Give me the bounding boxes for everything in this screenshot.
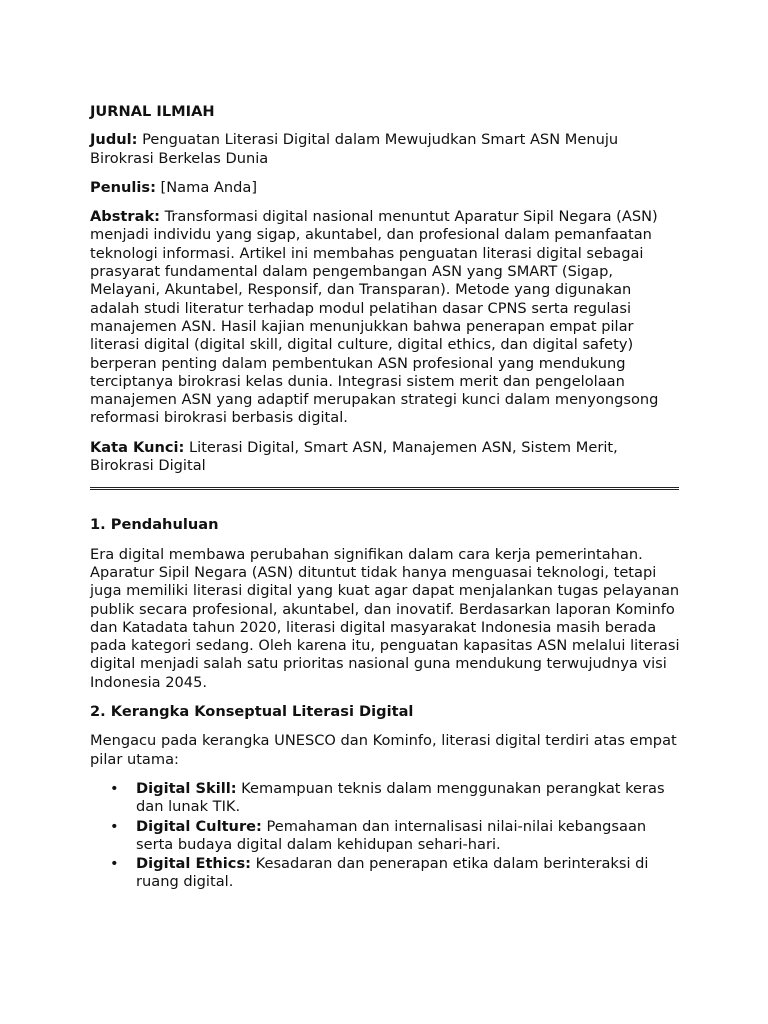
document-page — [90, 103, 680, 893]
bullet-icon: • — [110, 855, 119, 873]
journal-title: JURNAL ILMIAH — [90, 103, 215, 120]
judul-label: Judul: — [90, 131, 138, 149]
section-divider — [90, 487, 679, 490]
pillar-text: Pemahaman dan internalisasi nilai-nilai kebangsaan serta budaya digital dalam kehidupan sehari-hari. — [136, 817, 647, 853]
list-item — [90, 855, 680, 892]
kata-kunci-line — [90, 439, 680, 476]
pillar-text: Kesadaran dan penerapan etika dalam berinteraksi di ruang digital. — [136, 855, 649, 891]
pillar-label: Digital Ethics: — [136, 855, 251, 873]
pendahuluan-paragraph: Era digital membawa perubahan signifikan dalam cara kerja pemerintahan. Aparatur Sipil Negara (ASN) dituntut tidak hanya menguasai teknologi, tetapi juga memiliki literasi digital yang kuat agar dapat menjalankan tugas pelayanan publik secara profesional, akuntabel, dan inovatif. Berdasarkan laporan Kominfo dan Katadata tahun 2020, literasi digital masyarakat Indonesia masih berada pada kategori sedang. Oleh karena itu, penguatan kapasitas ASN melalui literasi digital menjadi salah satu prioritas nasional guna mendukung terwujudnya visi Indonesia 2045. — [90, 545, 680, 691]
bullet-icon: • — [110, 779, 119, 797]
pillar-label: Digital Skill: — [136, 779, 237, 797]
penulis-line — [90, 179, 680, 197]
kata-kunci-value: Literasi Digital, Smart ASN, Manajemen ASN, Sistem Merit, Birokrasi Digital — [90, 438, 618, 475]
pillar-list — [90, 780, 680, 892]
abstrak-text: Transformasi digital nasional menuntut Aparatur Sipil Negara (ASN) menjadi individu yang sigap, akuntabel, dan profesional dalam pemanfaatan teknologi informasi. Artikel ini membahas penguatan literasi digital sebagai prasyarat fundamental dalam pengembangan ASN yang SMART (Sigap, Melayani, Akuntabel, Responsif, dan Transparan). Metode yang digunakan adalah studi literatur terhadap modul pelatihan dasar CPNS serta regulasi manajemen ASN. Hasil kajian menunjukkan bahwa penerapan empat pilar literasi digital (digital skill, digital culture, digital ethics, dan digital safety) berperan penting dalam pembentukan ASN profesional yang mendukung terciptanya birokrasi kelas dunia. Integrasi sistem merit dan pengelolaan manajemen ASN yang adaptif merupakan strategi kunci dalam menyongsong reformasi birokrasi berbasis digital. — [90, 208, 659, 427]
kerangka-intro: Mengacu pada kerangka UNESCO dan Kominfo, literasi digital terdiri atas empat pilar utama: — [90, 732, 677, 768]
pillar-text: Kemampuan teknis dalam menggunakan perangkat keras dan lunak TIK. — [136, 779, 665, 816]
judul-line — [90, 131, 680, 168]
abstrak-paragraph — [90, 208, 680, 428]
list-item — [90, 818, 680, 855]
section-heading-kerangka: 2. Kerangka Konseptual Literasi Digital — [90, 703, 414, 721]
abstrak-label: Abstrak: — [90, 208, 160, 226]
kata-kunci-label: Kata Kunci: — [90, 438, 185, 456]
penulis-label: Penulis: — [90, 178, 156, 196]
judul-value: Penguatan Literasi Digital dalam Mewujudkan Smart ASN Menuju Birokrasi Berkelas Dunia — [90, 131, 619, 167]
bullet-icon: • — [110, 817, 119, 835]
section-heading-pendahuluan: 1. Pendahuluan — [90, 516, 219, 534]
penulis-value: [Nama Anda] — [155, 178, 258, 196]
pillar-label: Digital Culture: — [136, 817, 262, 835]
list-item — [90, 780, 680, 817]
